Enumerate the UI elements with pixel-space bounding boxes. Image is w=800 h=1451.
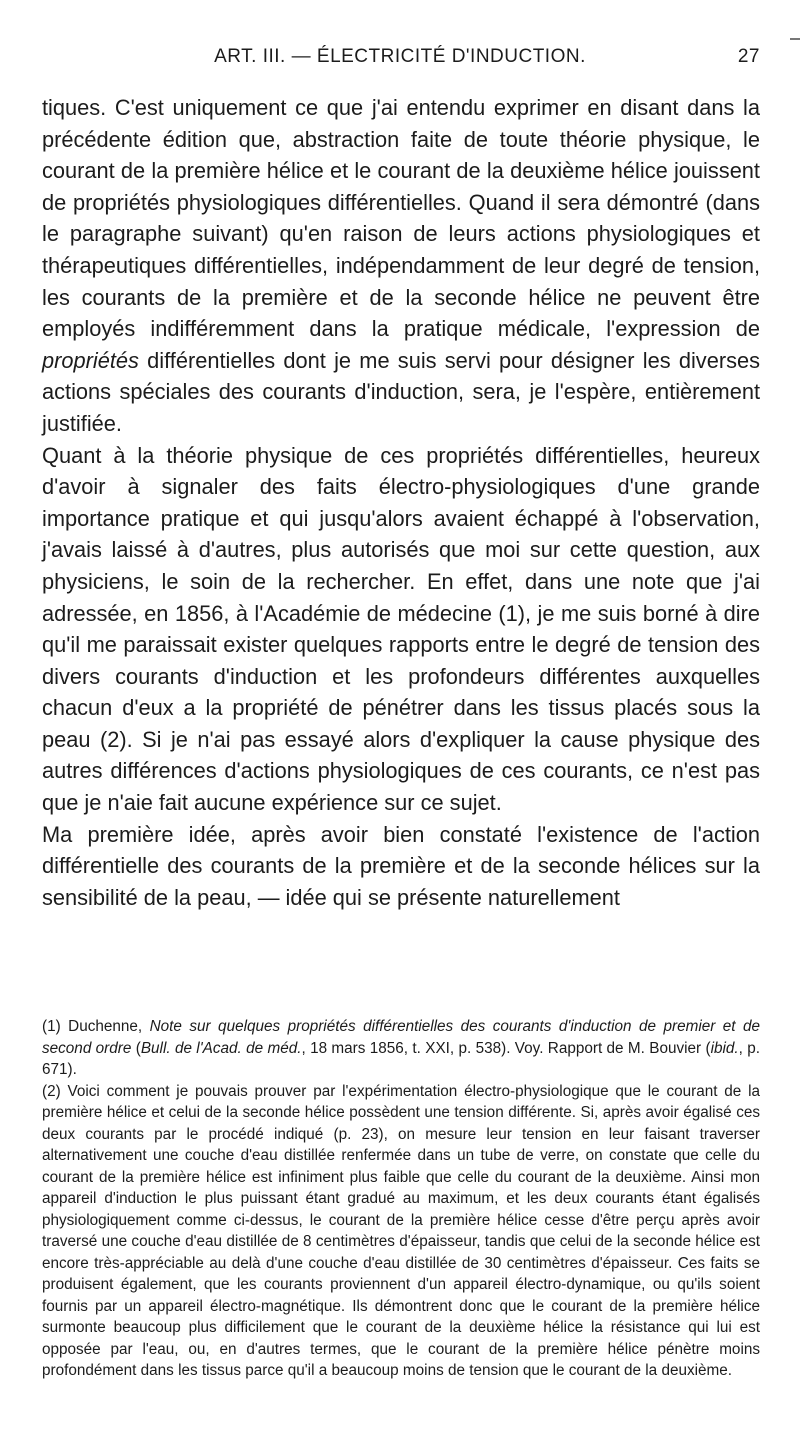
footnote-1-text-b: ( <box>131 1039 141 1057</box>
paragraph-3: Ma première idée, après avoir bien constaté l'existence de l'action différentielle des courants de la première et de la seconde hélices sur la sensibilité de la peau, — idée qui se présente naturellement <box>42 821 760 910</box>
paragraph-1-text-a: tiques. C'est uniquement ce que j'ai entendu exprimer en disant dans la précédente édition que, abstraction faite de toute théorie physique, le courant de la première hélice et le courant de la deuxième hélice jouissent de propriétés physiologiques différentielles. Quand il sera démontré (dans le paragraphe suivant) qu'en raison de leurs actions physiologiques et thérapeutiques différentielles, indépendamment de leur degré de tension, les courants de la première et de la seconde hélice ne peuvent être employés indifféremment dans la pratique médicale, l'expression de <box>42 95 760 342</box>
main-text <box>42 92 760 913</box>
footnote-2: (2) Voici comment je pouvais prouver par l'expérimentation électro-physiologique que le courant de la première hélice et celui de la seconde hélice possèdent une tension différente. Si, après avoir égalisé ces deux courants par le procédé indiqué (p. 23), on mesure leur tension en leur faisant traverser alternativement une couche d'eau distillée renfermée dans un tube de verre, on constate que celle du courant de la première hélice est infiniment plus faible que celle du courant de la deuxième. Ainsi mon appareil d'induction le plus puissant étant gradué au maximum, et les deux courants étant égalisés physiologiquement comme ci-dessus, le courant de la première hélice cesse d'être perçu après avoir traversé une couche d'eau distillée de 8 centimètres d'épaisseur, tandis que celui de la seconde hélice est encore très-appréciable au delà d'une couche d'eau distillée de 30 centimètres d'épaisseur. Ces faits se produisent également, que les courants proviennent d'un appareil électro-dynamique, ou qu'ils soient fournis par un appareil électro-magnétique. Ils démontrent donc que le courant de la première hélice surmonte beaucoup plus difficilement que le courant de la deuxième hélice la résistance qui lui est opposée par l'eau, ou, en d'autres termes, que le courant de la première hélice pénètre moins profondément dans les tissus parce qu'il a beaucoup moins de tension que le courant de la deuxième. <box>42 1082 760 1379</box>
footnote-1-text-a: (1) Duchenne, <box>42 1018 150 1035</box>
page-edge-mark <box>790 38 800 40</box>
paragraph-1 <box>42 92 760 440</box>
footnote-1-title: Note sur quelques propriétés différentielles des courants d'induction de premier et de second ordre <box>42 1018 761 1057</box>
footnote-1-journal: Bull. de l'Acad. de méd. <box>140 1039 302 1057</box>
running-title: ART. III. — ÉLECTRICITÉ D'INDUCTION. <box>214 46 586 67</box>
footnote-1-text-d: , p. 671). <box>42 1039 760 1078</box>
paragraph-1-text-b: différentielles dont je me suis servi pour désigner les diverses actions spéciales des courants d'induction, sera, je l'espère, entièrement justifiée. <box>42 347 760 436</box>
footnote-1-text-c: , 18 mars 1856, t. XXI, p. 538). Voy. Rapport de M. Bouvier ( <box>301 1039 711 1057</box>
footnotes <box>42 1016 760 1382</box>
paragraph-2: Quant à la théorie physique de ces propriétés différentielles, heureux d'avoir à signaler des faits électro-physiologiques d'une grande importance pratique et qui jusqu'alors avaient échappé à l'observation, j'avais laissé à d'autres, plus autorisés que moi sur cette question, aux physiciens, le soin de la rechercher. En effet, dans une note que j'ai adressée, en 1856, à l'Académie de médecine (1), je me suis borné à dire qu'il me paraissait exister quelques rapports entre le degré de tension des divers courants d'induction et les profondeurs différentes auxquelles chacun d'eux a la propriété de pénétrer dans les tissus placés sous la peau (2). Si je n'ai pas essayé alors d'expliquer la cause physique des autres différences d'actions physiologiques de ces courants, ce n'est pas que je n'aie fait aucune expérience sur ce sujet. <box>42 442 760 816</box>
footnote-1 <box>42 1016 760 1081</box>
footnote-1-ibid: ibid. <box>710 1039 739 1057</box>
page-number: 27 <box>737 46 760 67</box>
running-header <box>40 46 760 72</box>
paragraph-1-emphasis: propriétés <box>42 347 139 373</box>
